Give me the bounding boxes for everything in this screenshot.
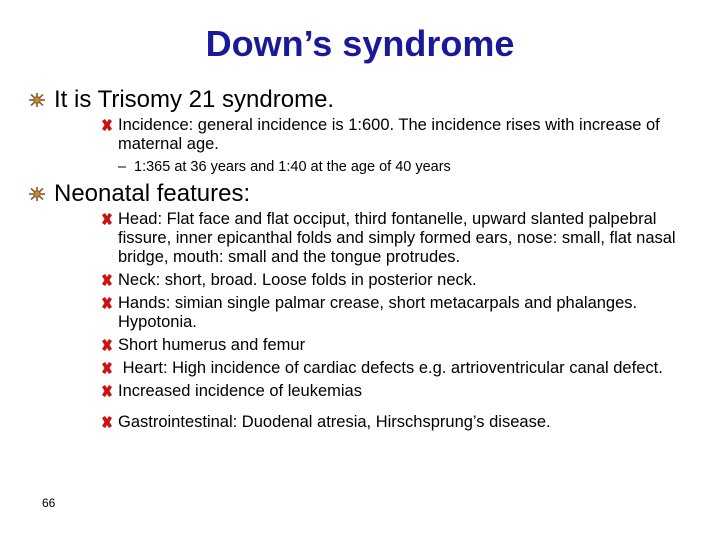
- bullet-level2-text: Incidence: general incidence is 1:600. The incidence rises with increase of maternal age.: [118, 116, 660, 153]
- bullet-level2-text: Heart: High incidence of cardiac defects e.g. artrioventricular canal defect.: [118, 359, 663, 377]
- bullet-level3-text: 1:365 at 36 years and 1:40 at the age of 40 years: [134, 159, 451, 175]
- slide-number: 66: [42, 496, 56, 510]
- bullet-level2-heart: [100, 359, 708, 378]
- sun-bullet-icon: [28, 93, 46, 107]
- bullet-level2-text: Gastrointestinal: Duodenal atresia, Hirschsprung’s disease.: [118, 413, 551, 431]
- sublist-trisomy: [100, 116, 708, 176]
- bullet-level1-text: It is Trisomy 21 syndrome.: [54, 86, 335, 113]
- bullet-level2-leukemias: [100, 382, 708, 401]
- bullet-level1-neonatal: [28, 180, 708, 208]
- bullet-level2-head: [100, 210, 708, 267]
- sublist-neonatal: [100, 210, 708, 432]
- x-mark-icon: [100, 296, 114, 310]
- bullet-level1-text: Neonatal features:: [54, 180, 251, 207]
- bullet-level2-gastrointestinal: [100, 413, 708, 432]
- bullet-level2-incidence: [100, 116, 708, 154]
- bullet-level2-hands: [100, 294, 708, 332]
- slide-content: [28, 82, 708, 436]
- dash-bullet: –: [118, 159, 127, 175]
- bullet-level2-text: Hands: simian single palmar crease, short metacarpals and phalanges. Hypotonia.: [118, 294, 638, 331]
- x-mark-icon: [100, 338, 114, 352]
- slide-title: Down’s syndrome: [205, 23, 515, 64]
- x-mark-icon: [100, 118, 114, 132]
- bullet-level2-humerus: [100, 336, 708, 355]
- bullet-level2-neck: [100, 271, 708, 290]
- bullet-level2-text: Increased incidence of leukemias: [118, 382, 362, 400]
- x-mark-icon: [100, 273, 114, 287]
- x-mark-icon: [100, 361, 114, 375]
- x-mark-icon: [100, 384, 114, 398]
- bullet-level2-text: Neck: short, broad. Loose folds in posterior neck.: [118, 271, 477, 289]
- bullet-level2-text: Head: Flat face and flat occiput, third fontanelle, upward slanted palpebral fissure, inner epicanthal folds and simply formed ears, nose: small, flat nasal bridge, mouth: small and the tongue protrudes.: [118, 210, 676, 266]
- sun-bullet-icon: [28, 187, 46, 201]
- bullet-level1-trisomy: [28, 86, 708, 114]
- bullet-level3-incidence-ages: [118, 158, 708, 176]
- x-mark-icon: [100, 415, 114, 429]
- x-mark-icon: [100, 212, 114, 226]
- bullet-level2-text: Short humerus and femur: [118, 336, 306, 354]
